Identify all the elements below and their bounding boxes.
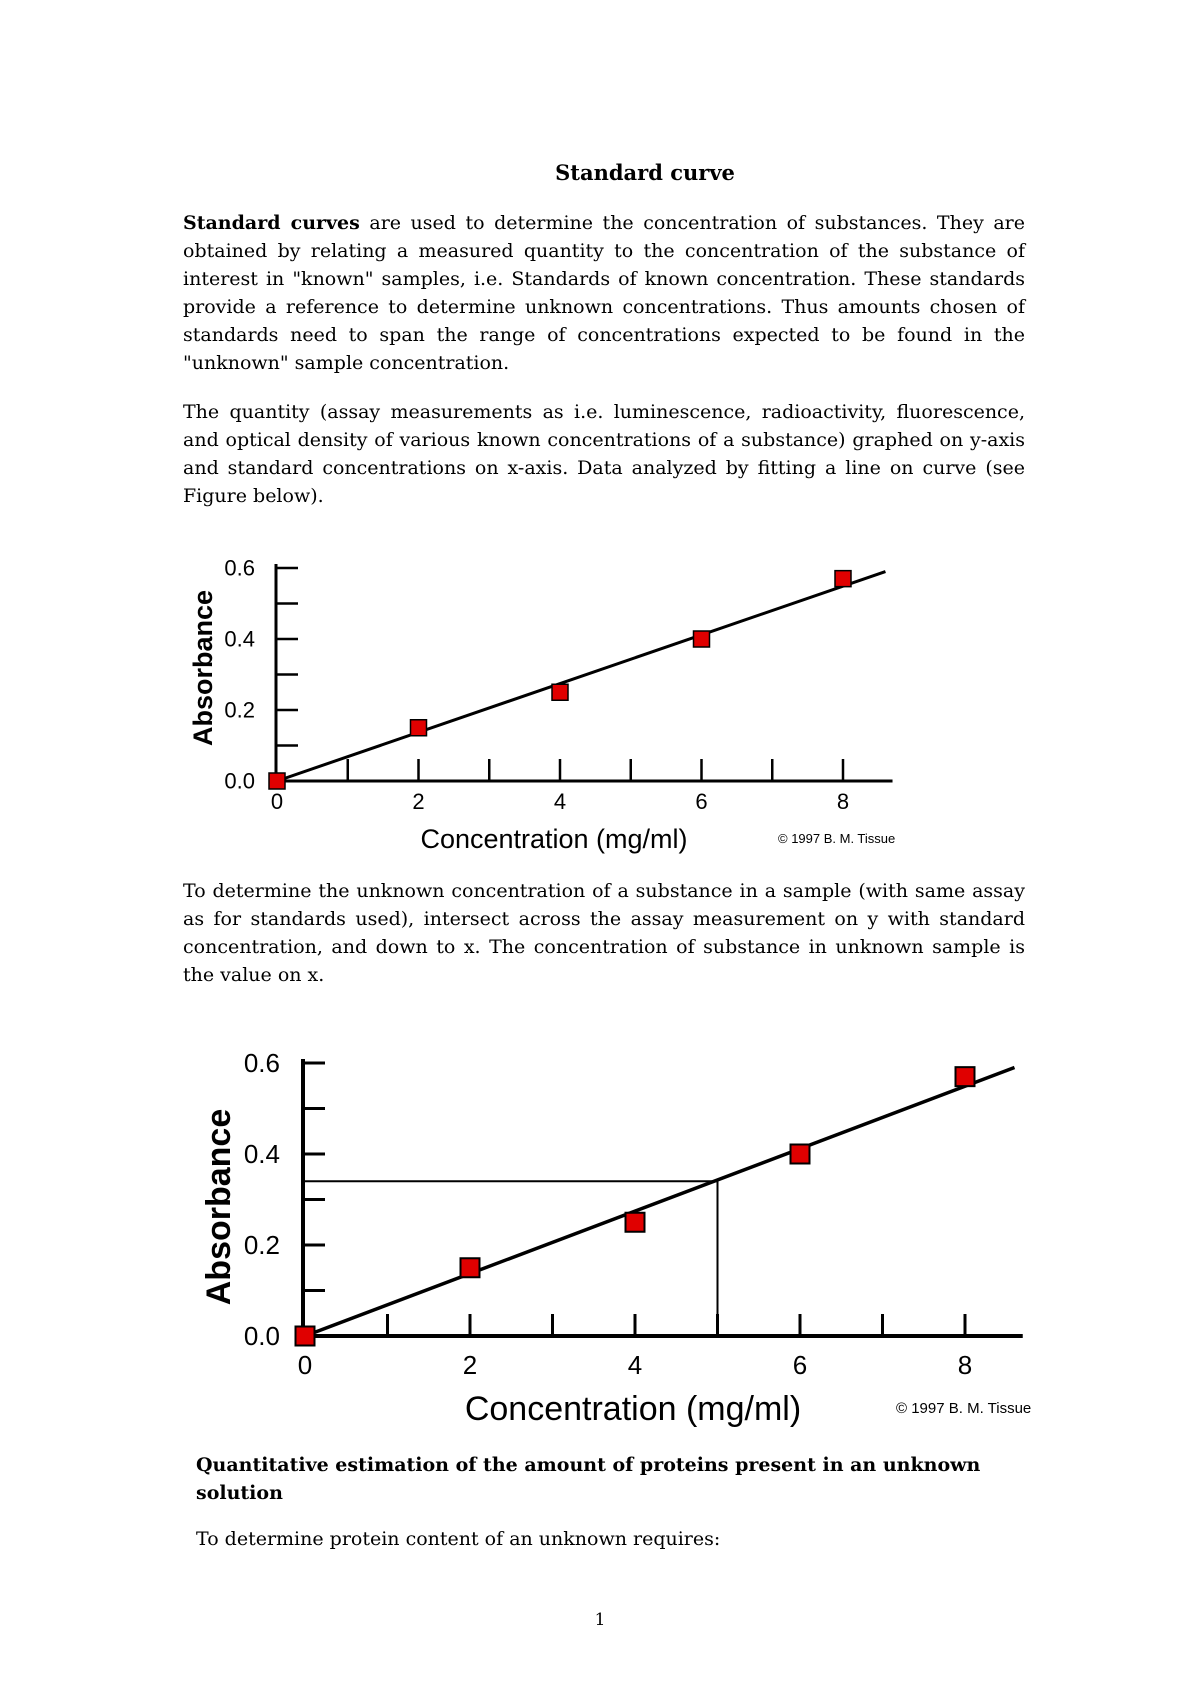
chart2-x-tick-label: 6 (792, 1350, 808, 1380)
page-number: 1 (594, 1610, 606, 1630)
chart1-y-tick-label: 0.6 (224, 555, 255, 581)
paragraph-requirements: To determine protein content of an unknown requires: (196, 1528, 721, 1550)
chart1-x-tick-label: 8 (836, 789, 850, 814)
chart1-x-tick-label: 6 (695, 789, 708, 814)
chart2-y-tick-label: 0.6 (243, 1048, 280, 1079)
chart2-data-point (296, 1327, 315, 1346)
chart2-x-tick-label: 2 (462, 1350, 478, 1380)
chart2-data-point (461, 1258, 480, 1277)
chart1-x-tick-label: 4 (553, 789, 567, 814)
intro-text: are used to determine the concentration of substances. They are obtained by relating a measured quantity to the concentration of the substance of interest in "known" samples, i.e. Standards of known concentration. These standards provide a reference to determine unknown concentrations. Thus amounts chosen of standards need to span the range of concentrations expected to be found in the "unknown" sample concentration. (183, 212, 1025, 374)
chart2-x-tick-label: 4 (627, 1350, 643, 1380)
section-heading: Quantitative estimation of the amount of proteins present in an unknown solution (196, 1454, 981, 1504)
chart1-y-tick-label: 0.2 (224, 697, 255, 723)
chart2-y-tick-label: 0.2 (243, 1230, 280, 1261)
chart1-y-tick-label: 0.4 (224, 626, 255, 652)
intro-bold-term: Standard curves (183, 212, 360, 234)
chart2-credit: © 1997 B. M. Tissue (896, 1400, 1032, 1417)
chart2-y-tick-label: 0.0 (243, 1321, 280, 1352)
paragraph-unknown: To determine the unknown concentration of a substance in a sample (with same assay as for standards used), intersect across the assay measurement on y with standard concentration, and down to x. The concentration of substance in unknown sample is the value on x. (183, 880, 1025, 986)
chart1-y-tick-label: 0.0 (224, 768, 255, 794)
chart2-x-axis-title: Concentration (mg/ml) (464, 1390, 802, 1428)
chart1-x-axis-title: Concentration (mg/ml) (420, 824, 688, 854)
chart2-data-point (791, 1145, 810, 1164)
chart2-x-tick-label: 8 (957, 1350, 973, 1380)
paragraph-quantity: The quantity (assay measurements as i.e. luminescence, radioactivity, fluorescence, and optical density of various known concentrations of a substance) graphed on y-axis and standard concentrations on x-axis. Data analyzed by fitting a line on curve (see Figure below). (183, 401, 1025, 507)
chart2-data-point (956, 1067, 975, 1086)
chart2-y-axis-title: Absorbance (200, 1108, 238, 1306)
chart2-x-tick-label: 0 (297, 1350, 313, 1380)
chart1-x-tick-label: 0 (270, 789, 284, 814)
chart2-y-tick-label: 0.4 (243, 1139, 280, 1170)
chart1-y-axis-title: Absorbance (188, 589, 218, 747)
document-title: Standard curve (555, 160, 735, 185)
chart1-credit: © 1997 B. M. Tissue (778, 831, 896, 846)
chart1-x-tick-label: 2 (412, 789, 425, 814)
chart2-data-point (626, 1213, 645, 1232)
chart2-fit-line (305, 1068, 1015, 1336)
